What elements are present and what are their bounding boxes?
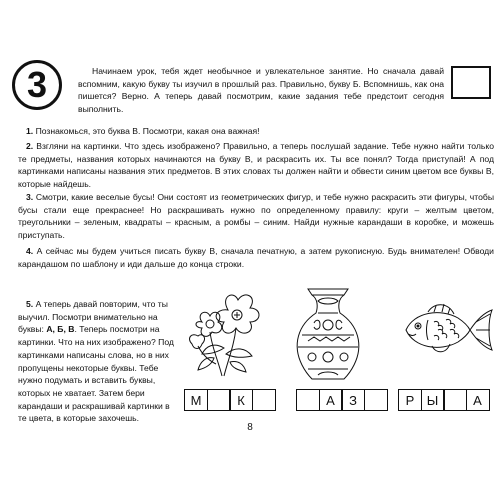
- letter-box[interactable]: [443, 389, 467, 411]
- lesson-number: 3: [26, 64, 48, 105]
- letter-box[interactable]: Р: [398, 389, 422, 411]
- word-boxes-2: [296, 389, 388, 411]
- lesson-number-badge: [12, 60, 62, 110]
- task-letters: А, Б, В: [46, 324, 75, 335]
- task-number: 5.: [26, 299, 34, 309]
- task-text-after: . Теперь посмотри на картинки. Что на них изображено? Под картинками написаны слова, но в них пропущены некоторые буквы. Тебе нужно подумать и вставить буквы, которых не хватает. Затем бери карандаши и раскрашивай картинки в те цвета, в которые захочешь.: [18, 324, 174, 424]
- letter-box[interactable]: К: [229, 389, 253, 411]
- vase-illustration: [288, 285, 368, 380]
- letter-box[interactable]: [296, 389, 320, 411]
- letter-box[interactable]: [364, 389, 388, 411]
- task-text: Познакомься, это буква В. Посмотри, какая она важная!: [35, 126, 260, 136]
- word-boxes-1: [184, 389, 276, 411]
- letter-box[interactable]: З: [341, 389, 365, 411]
- intro-text: Начинаем урок, тебя ждет необычное и увлекательное занятие. Но сначала давай вспомним, какую букву ты изучил в прошлый раз. Правильно, букву Б. Вспомнишь, как она пишется? Верно. А теперь давай посмотрим, какие задания тебе предстоит сегодня выполнить.: [78, 66, 444, 115]
- task-text: Взгляни на картинки. Что здесь изображено? Правильно, а теперь послушай задание. Тебе нужно найти только те предметы, названия которых начинаются на букву В, и раскрасить их. Ты все понял? Тогда приступай! А под картинками написаны названия этих предметов. В этих словах ты должен найти и обвести синим цветом все буквы В, которые найдешь.: [18, 141, 494, 190]
- letter-box[interactable]: А: [466, 389, 490, 411]
- task-1: [18, 125, 494, 138]
- letter-box[interactable]: [207, 389, 231, 411]
- task-number: 3.: [26, 192, 34, 202]
- task-5: [18, 298, 178, 425]
- intro-paragraph: [78, 65, 444, 116]
- fish-scales: [434, 319, 459, 340]
- fish-illustration: [398, 300, 494, 360]
- flower-small: [196, 312, 222, 336]
- letter-box[interactable]: М: [184, 389, 208, 411]
- flower-large: [216, 295, 259, 333]
- page-number: 8: [247, 422, 253, 433]
- flower-bud: [190, 335, 216, 364]
- task-number: 1.: [26, 126, 34, 136]
- task-3: [18, 191, 494, 242]
- flowers-illustration: [180, 288, 275, 378]
- task-number: 4.: [26, 246, 34, 256]
- flower-stems: [198, 328, 252, 376]
- task-2: [18, 140, 494, 191]
- vase-outline: [297, 289, 359, 379]
- fish-fin-bottom: [432, 344, 450, 352]
- task-text-before: А теперь давай повторим, что ты выучил. Посмотри внимательно на буквы:: [18, 299, 168, 335]
- task-text: А сейчас мы будем учиться писать букву В, сначала печатную, а затем рукописную. Будь внимателен! Обводи карандашом по шаблону и иди дальше до конца строки.: [18, 246, 494, 269]
- task-4: [18, 245, 494, 270]
- task-number: 2.: [26, 141, 34, 151]
- answer-box: [451, 66, 491, 99]
- letter-box[interactable]: [252, 389, 276, 411]
- vase-pattern: [308, 298, 350, 375]
- letter-box[interactable]: Ы: [421, 389, 445, 411]
- word-boxes-3: [398, 389, 490, 411]
- task-text: Смотри, какие веселые бусы! Они состоят из геометрических фигур, и тебе нужно раскрасить эти фигуры, чтобы бусы стали еще прекраснее! Но раскрашивать нужно по определенному правилу: круги – желтым цветом, треугольники – зеленым, квадраты – красным, а ромбы – синим. Найди нужные карандаши в коробке, и можешь приступать.: [18, 192, 495, 241]
- letter-box[interactable]: А: [319, 389, 343, 411]
